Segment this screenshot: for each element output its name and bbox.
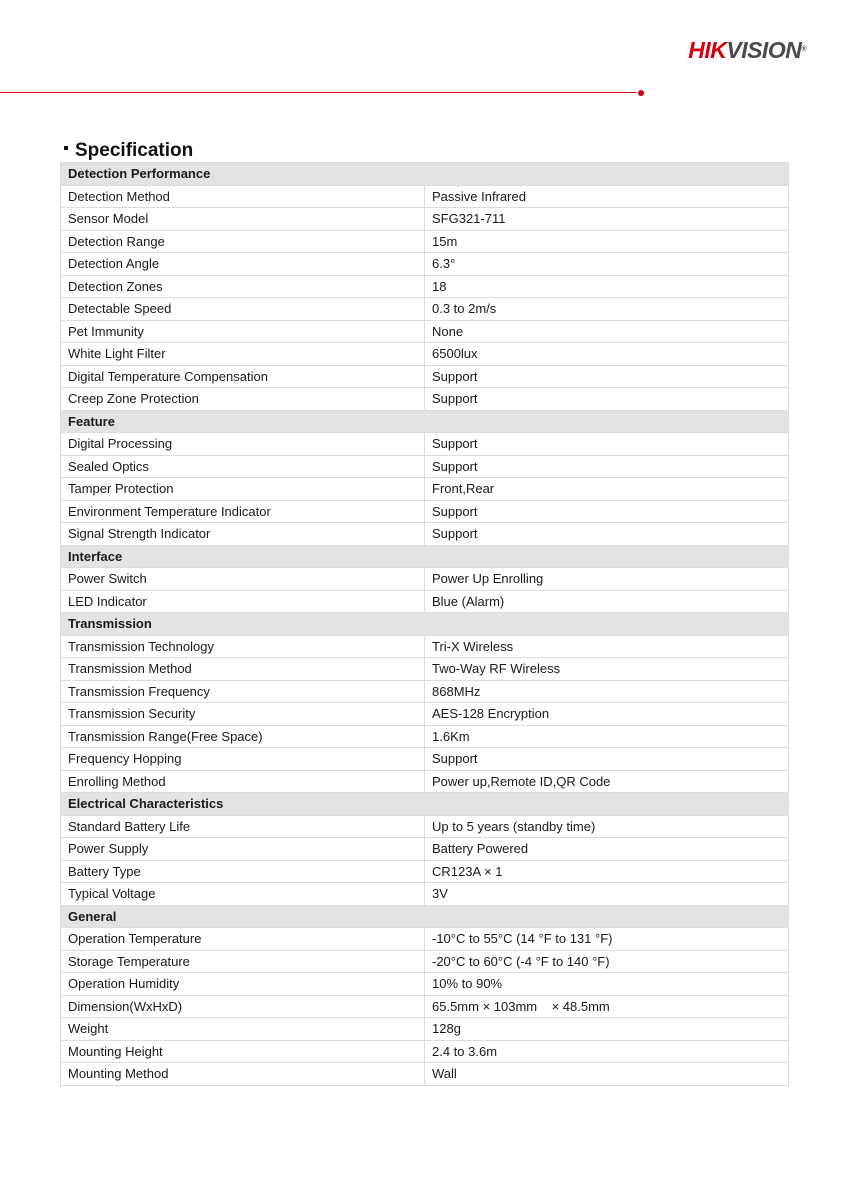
section-title-text: Specification (75, 140, 194, 161)
spec-label: Sensor Model (61, 208, 425, 231)
spec-value: 10% to 90% (425, 973, 789, 996)
spec-row (61, 658, 789, 681)
spec-label: Weight (61, 1018, 425, 1041)
spec-row (61, 343, 789, 366)
spec-label: Creep Zone Protection (61, 388, 425, 411)
spec-label: Pet Immunity (61, 320, 425, 343)
spec-label: Signal Strength Indicator (61, 523, 425, 546)
spec-row (61, 320, 789, 343)
spec-label: Sealed Optics (61, 455, 425, 478)
spec-value: 65.5mm × 103mm × 48.5mm (425, 995, 789, 1018)
spec-label: Battery Type (61, 860, 425, 883)
spec-row (61, 950, 789, 973)
header-divider-line (0, 92, 636, 93)
logo-hik-text: HIK (688, 37, 727, 63)
spec-label: Detection Range (61, 230, 425, 253)
spec-row (61, 1040, 789, 1063)
group-header-row (61, 410, 789, 433)
spec-row (61, 860, 789, 883)
spec-label: Storage Temperature (61, 950, 425, 973)
spec-label: Standard Battery Life (61, 815, 425, 838)
spec-row (61, 995, 789, 1018)
spec-label: Frequency Hopping (61, 748, 425, 771)
group-title: Transmission (61, 613, 789, 636)
spec-row (61, 388, 789, 411)
spec-row (61, 298, 789, 321)
spec-row (61, 725, 789, 748)
spec-row (61, 928, 789, 951)
logo-registered-mark: ® (801, 46, 806, 53)
spec-label: Mounting Height (61, 1040, 425, 1063)
spec-row (61, 185, 789, 208)
spec-row (61, 815, 789, 838)
spec-row (61, 703, 789, 726)
spec-value: Blue (Alarm) (425, 590, 789, 613)
spec-value: Support (425, 388, 789, 411)
specification-table (60, 162, 789, 1086)
spec-row (61, 770, 789, 793)
spec-value: Two-Way RF Wireless (425, 658, 789, 681)
spec-value: Power Up Enrolling (425, 568, 789, 591)
spec-label: Power Supply (61, 838, 425, 861)
spec-label: Operation Humidity (61, 973, 425, 996)
spec-value: CR123A × 1 (425, 860, 789, 883)
spec-label: LED Indicator (61, 590, 425, 613)
spec-value: -20°C to 60°C (-4 °F to 140 °F) (425, 950, 789, 973)
spec-value: -10°C to 55°C (14 °F to 131 °F) (425, 928, 789, 951)
spec-row (61, 208, 789, 231)
spec-label: Digital Processing (61, 433, 425, 456)
spec-label: Digital Temperature Compensation (61, 365, 425, 388)
spec-row (61, 275, 789, 298)
group-title: Feature (61, 410, 789, 433)
spec-value: 6.3° (425, 253, 789, 276)
spec-value: Support (425, 523, 789, 546)
spec-label: Detection Method (61, 185, 425, 208)
header-divider-dot (638, 90, 644, 96)
section-title (64, 139, 193, 163)
hikvision-logo (688, 36, 806, 64)
group-header-row (61, 793, 789, 816)
spec-value: Support (425, 433, 789, 456)
group-header-row (61, 905, 789, 928)
spec-value: Support (425, 748, 789, 771)
spec-value: 1.6Km (425, 725, 789, 748)
spec-row (61, 883, 789, 906)
spec-row (61, 1018, 789, 1041)
spec-label: Operation Temperature (61, 928, 425, 951)
group-header-row (61, 613, 789, 636)
spec-label: Typical Voltage (61, 883, 425, 906)
spec-value: AES-128 Encryption (425, 703, 789, 726)
spec-value: SFG321-711 (425, 208, 789, 231)
spec-row (61, 230, 789, 253)
group-title: Detection Performance (61, 163, 789, 186)
spec-row (61, 1063, 789, 1086)
spec-row (61, 635, 789, 658)
spec-row (61, 500, 789, 523)
spec-label: Detectable Speed (61, 298, 425, 321)
spec-row (61, 433, 789, 456)
spec-label: Transmission Security (61, 703, 425, 726)
spec-row (61, 523, 789, 546)
spec-row (61, 478, 789, 501)
spec-label: Detection Zones (61, 275, 425, 298)
spec-value: Support (425, 365, 789, 388)
spec-label: Transmission Method (61, 658, 425, 681)
spec-value: Passive Infrared (425, 185, 789, 208)
spec-label: Transmission Frequency (61, 680, 425, 703)
spec-row (61, 253, 789, 276)
spec-row (61, 838, 789, 861)
spec-value: 18 (425, 275, 789, 298)
spec-value: Battery Powered (425, 838, 789, 861)
group-header-row (61, 163, 789, 186)
spec-value: Front,Rear (425, 478, 789, 501)
group-title: General (61, 905, 789, 928)
spec-row (61, 365, 789, 388)
spec-row (61, 590, 789, 613)
spec-label: Transmission Range(Free Space) (61, 725, 425, 748)
spec-row (61, 680, 789, 703)
group-title: Electrical Characteristics (61, 793, 789, 816)
spec-label: Transmission Technology (61, 635, 425, 658)
spec-value: 868MHz (425, 680, 789, 703)
spec-row (61, 455, 789, 478)
spec-value: 15m (425, 230, 789, 253)
group-header-row (61, 545, 789, 568)
specification-table-body (61, 163, 789, 1086)
spec-label: Enrolling Method (61, 770, 425, 793)
spec-row (61, 568, 789, 591)
spec-value: Tri-X Wireless (425, 635, 789, 658)
spec-label: White Light Filter (61, 343, 425, 366)
group-title: Interface (61, 545, 789, 568)
spec-label: Detection Angle (61, 253, 425, 276)
spec-value: None (425, 320, 789, 343)
spec-row (61, 973, 789, 996)
spec-value: Support (425, 500, 789, 523)
spec-row (61, 748, 789, 771)
spec-value: 3V (425, 883, 789, 906)
spec-value: Up to 5 years (standby time) (425, 815, 789, 838)
bullet-icon (64, 146, 68, 150)
spec-value: Wall (425, 1063, 789, 1086)
spec-value: 0.3 to 2m/s (425, 298, 789, 321)
spec-value: Support (425, 455, 789, 478)
spec-label: Tamper Protection (61, 478, 425, 501)
spec-label: Environment Temperature Indicator (61, 500, 425, 523)
spec-value: 2.4 to 3.6m (425, 1040, 789, 1063)
spec-label: Power Switch (61, 568, 425, 591)
spec-label: Dimension(WxHxD) (61, 995, 425, 1018)
logo-vision-text: VISION (726, 37, 802, 63)
spec-value: 128g (425, 1018, 789, 1041)
spec-label: Mounting Method (61, 1063, 425, 1086)
spec-value: Power up,Remote ID,QR Code (425, 770, 789, 793)
spec-value: 6500lux (425, 343, 789, 366)
